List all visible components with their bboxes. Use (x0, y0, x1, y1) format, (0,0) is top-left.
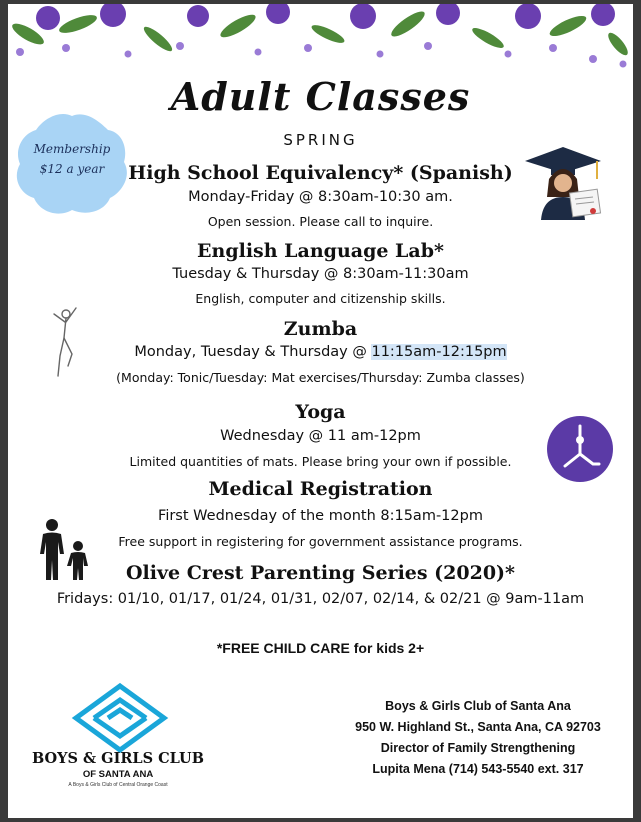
class-title-parenting: Olive Crest Parenting Series (2020)* (126, 562, 515, 584)
org-tagline: A Boys & Girls Club of Central Orange Coast (68, 782, 168, 788)
class-schedule-hse: Monday-Friday @ 8:30am-10:30 am. (188, 189, 453, 205)
class-title-zumba: Zumba (283, 318, 358, 340)
boys-girls-club-logo (60, 682, 180, 756)
class-title-hse: High School Equivalency* (Spanish) (128, 162, 513, 184)
yoga-icon (547, 416, 613, 482)
class-schedule-medical: First Wednesday of the month 8:15am-12pm (158, 508, 483, 524)
org-name: BOYS & GIRLS CLUB (32, 750, 204, 767)
childcare-notice: *FREE CHILD CARE for kids 2+ (216, 640, 425, 656)
org-subname: OF SANTA ANA (82, 769, 154, 780)
class-schedule-yoga: Wednesday @ 11 am-12pm (220, 428, 421, 444)
dancer-icon (46, 304, 82, 380)
class-title-english-lab: English Language Lab* (197, 240, 444, 262)
class-title-yoga: Yoga (295, 401, 346, 423)
contact-person-phone: Lupita Mena (714) 543-5540 ext. 317 (372, 762, 584, 776)
contact-org: Boys & Girls Club of Santa Ana (385, 699, 571, 713)
membership-price: $12 a year (39, 162, 105, 176)
class-schedule-zumba (8, 344, 633, 360)
class-note-zumba: (Monday: Tonic/Tuesday: Mat exercises/Thursday: Zumba classes) (116, 370, 525, 385)
contact-address: 950 W. Highland St., Santa Ana, CA 92703 (355, 720, 601, 734)
class-schedule-english-lab: Tuesday & Thursday @ 8:30am-11:30am (172, 266, 469, 282)
page-subtitle: SPRING (283, 131, 358, 149)
class-title-medical: Medical Registration (208, 478, 433, 500)
zumba-time-highlight: 11:15am-12:15pm (371, 344, 507, 360)
class-schedule-parenting: Fridays: 01/10, 01/17, 01/24, 01/31, 02/07, 02/14, & 02/21 @ 9am-11am (56, 591, 585, 607)
page-title: Adult Classes (170, 74, 471, 119)
floral-border-decoration (8, 4, 633, 74)
class-note-medical: Free support in registering for government assistance programs. (118, 534, 523, 549)
membership-label: Membership (33, 142, 111, 156)
class-note-hse: Open session. Please call to inquire. (207, 214, 434, 229)
zumba-days: Monday, Tuesday & Thursday @ (134, 344, 372, 360)
class-note-yoga: Limited quantities of mats. Please bring your own if possible. (129, 454, 512, 469)
contact-role: Director of Family Strengthening (380, 741, 576, 755)
class-note-english-lab: English, computer and citizenship skills. (195, 291, 446, 306)
flyer-page (8, 4, 633, 818)
contact-block (333, 696, 623, 780)
